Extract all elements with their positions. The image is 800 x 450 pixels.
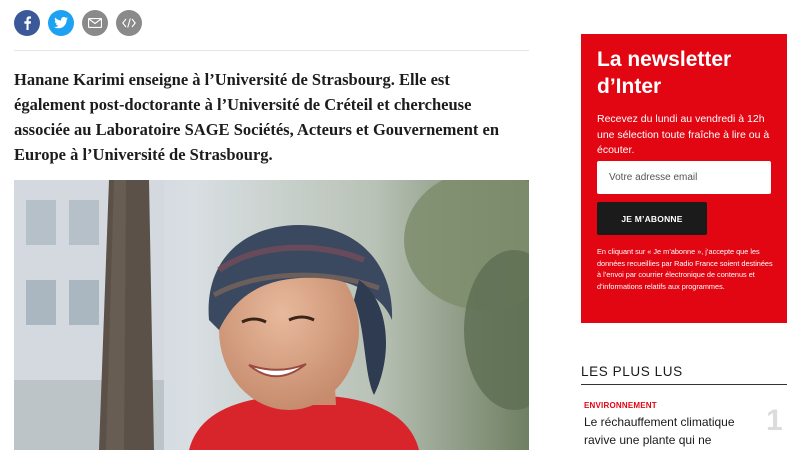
most-read-item-headline[interactable]: Le réchauffement climatique ravive une plante qui ne [584, 415, 735, 447]
subscribe-button[interactable]: JE M’ABONNE [597, 202, 707, 235]
newsletter-box [581, 34, 787, 323]
code-icon [122, 18, 136, 28]
share-divider [14, 50, 529, 51]
most-read-title: LES PLUS LUS [581, 364, 683, 379]
most-read-divider [581, 384, 787, 385]
newsletter-legal-text: En cliquant sur « Je m’abonne », j’accepte que les données recueillies par Radio France soient destinées à l’envoi par courrier électronique de contenus et d’informations relatifs aux programmes. [597, 247, 773, 291]
most-read-item-rank: 1 [766, 404, 783, 437]
email-share-button[interactable] [82, 10, 108, 36]
most-read-item-category[interactable]: ENVIRONNEMENT [584, 401, 657, 410]
article-intro: Hanane Karimi enseigne à l’Université de Strasbourg. Elle est également post-doctorante à l’Université de Créteil et chercheuse associée au Laboratoire SAGE Sociétés, Acteurs et Gouvernement en Europe à l’Université de Strasbourg. [14, 70, 499, 164]
newsletter-title: La newsletter d’Inter [597, 48, 732, 98]
embed-share-button[interactable] [116, 10, 142, 36]
article-photo [14, 180, 529, 450]
facebook-icon [21, 16, 33, 30]
twitter-share-button[interactable] [48, 10, 74, 36]
email-field[interactable] [597, 161, 771, 194]
mail-icon [88, 18, 102, 28]
facebook-share-button[interactable] [14, 10, 40, 36]
share-bar [14, 10, 142, 36]
twitter-icon [54, 17, 68, 29]
newsletter-description: Recevez du lundi au vendredi à 12h une sélection toute fraîche à lire ou à écouter. [597, 113, 770, 156]
